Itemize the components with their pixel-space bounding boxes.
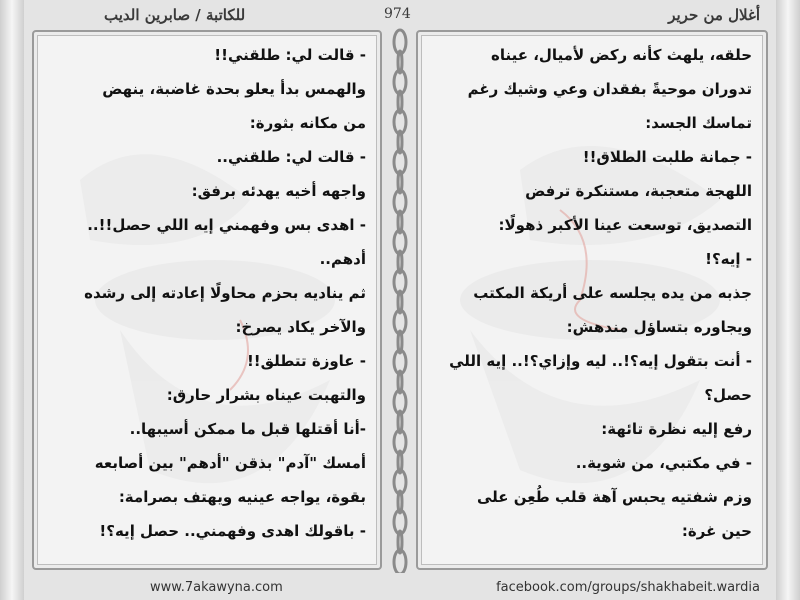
right-text-body (418, 32, 766, 548)
text-line: - قالت لي: طلقني!! (214, 46, 366, 64)
text-line: تماسك الجسد: (645, 114, 752, 132)
text-line: أدهم.. (319, 250, 366, 268)
text-line: والهمس بدأ يعلو بحدة غاضبة، ينهض (102, 80, 366, 98)
text-line: من مكانه بثورة: (249, 114, 366, 132)
text-line: أمسك "آدم" بذقن "أدهم" بين أصابعه (94, 454, 366, 472)
text-line: تدوران موحيةً بفقدان وعي وشيك رغم (467, 80, 752, 98)
text-line: - في مكتبي، من شوية.. (575, 454, 752, 472)
facebook-link[interactable]: facebook.com/groups/shakhabeit.wardia (496, 580, 760, 595)
text-line: بقوة، يواجه عينيه ويهتف بصرامة: (118, 488, 366, 506)
text-line: ويجاوره بتساؤل مندهش: (566, 318, 752, 336)
text-line: حين غرة: (681, 522, 752, 540)
text-line: - إيه؟! (705, 250, 752, 268)
right-text-panel (416, 30, 768, 570)
page-footer (0, 576, 800, 600)
text-line: حصل؟ (704, 386, 752, 404)
website-link[interactable]: www.7akawyna.com (150, 580, 283, 595)
text-line: والآخر يكاد يصرخ: (235, 318, 366, 336)
chain-divider (385, 28, 415, 573)
text-line: رفع إليه نظرة تائهة: (601, 420, 752, 438)
book-title: أغلال من حرير (668, 6, 760, 24)
text-line: - اهدى بس وفهمني إيه اللي حصل!!.. (87, 216, 366, 234)
text-line: التصديق، توسعت عينا الأكبر ذهولًا: (498, 216, 752, 234)
text-line: - باقولك اهدى وفهمني.. حصل إيه؟! (99, 522, 366, 540)
text-line: ثم يناديه بحزم محاولًا إعادته إلى رشده (84, 284, 366, 302)
text-line: والتهبت عيناه بشرار حارق: (166, 386, 366, 404)
text-line: اللهجة متعجبة، مستنكرة ترفض (525, 182, 752, 200)
page-header (0, 0, 800, 30)
text-line: واجهه أخيه يهدئه برفق: (191, 182, 366, 200)
text-line: - عاوزة تتطلق!! (246, 352, 366, 370)
page-number: 974 (384, 6, 411, 22)
text-line: - أنت بتقول إيه؟!.. ليه وإزاي؟!.. إيه اللي (449, 352, 752, 370)
left-text-panel (32, 30, 382, 570)
text-line: - قالت لي: طلقني.. (216, 148, 366, 166)
text-line: وزم شفتيه يحبس آهة قلب طُعِن على (476, 488, 752, 506)
text-line: - جمانة طلبت الطلاق!! (582, 148, 752, 166)
text-line: حلقه، يلهث كأنه ركض لأميال، عيناه (491, 46, 752, 64)
text-line: -أنا أقتلها قبل ما ممكن أسيبها.. (129, 420, 366, 438)
left-text-body (34, 32, 380, 548)
author-credit: للكاتبة / صابرين الديب (104, 6, 246, 24)
text-line: جذبه من يده يجلسه على أريكة المكتب (473, 284, 752, 302)
